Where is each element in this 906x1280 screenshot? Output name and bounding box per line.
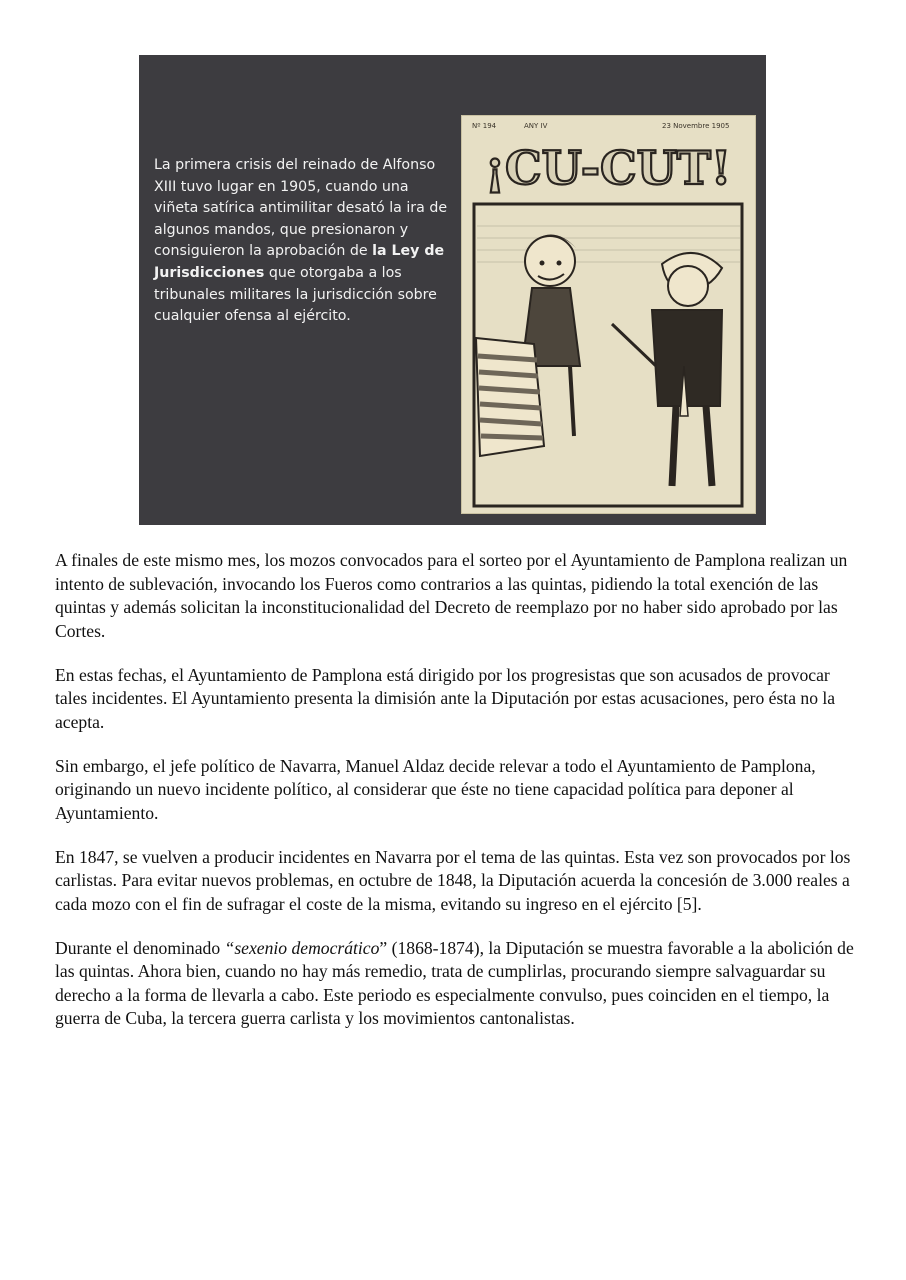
paragraph-5-italic-term: “sexenio democrático: [224, 937, 380, 958]
soldier-figure: [612, 253, 722, 486]
slide-figure: [139, 55, 766, 525]
cartoon-masthead: ¡CU-CUT!: [484, 141, 732, 195]
paragraph-5-end: ” (1868-1874), la Diputación se muestra favorable a la abolición de las quintas. Ahora bien, cuando no hay más remedio, trata de cumplirlas, procurando siempre salvaguardar su derecho a la forma de llevarla a cabo. Este periodo es especialmente convulso, pues coinciden en el tiempo, la guerra de Cuba, la tercera guerra carlista y los movimientos cantonalistas.: [55, 937, 854, 1028]
paragraph-5: [55, 937, 855, 1031]
figure-caption: [154, 155, 454, 328]
body-text: [55, 549, 855, 1051]
paragraph-4: En 1847, se vuelven a producir incidentes en Navarra por el tema de las quintas. Esta vez son provocados por los carlistas. Para evitar nuevos problemas, en octubre de 1848, la Diputación acuerda la concesión de 3.000 reales a cada mozo con el fin de sufragar el coste de la misma, evitando su ingreso en el ejército [5].: [55, 846, 851, 914]
paragraph-2: En estas fechas, el Ayuntamiento de Pamplona está dirigido por los progresistas que son acusados de provocar tales incidentes. El Ayuntamiento presenta la dimisión ante la Diputación por estas acusaciones, pero ésta no la acepta.: [55, 664, 836, 732]
paragraph-3: Sin embargo, el jefe político de Navarra, Manuel Aldaz decide relevar a todo el Ayuntamiento de Pamplona, originando un nuevo incidente político, al considerar que éste no tiene capacidad política para deponer al Ayuntamiento.: [55, 755, 816, 823]
striped-cape: [476, 338, 544, 456]
caption-text-end: que otorgaba a los tribunales militares la jurisdicción sobre cualquier ofensa al ejército.: [154, 264, 437, 325]
paragraph-1: A finales de este mismo mes, los mozos convocados para el sorteo por el Ayuntamiento de Pamplona realizan un intento de sublevación, invocando los Fueros como contrarios a las quintas, pidiendo la total exención de las quintas y además solicitan la inconstitucionalidad del Decreto de reemplazo por no haber sido aprobado por las Cortes.: [55, 550, 848, 641]
caption-text-start: La primera crisis del reinado de Alfonso XIII tuvo lugar en 1905, cuando una viñeta satírica antimilitar desató la ira de algunos mandos, que presionaron y consiguieron la aprobación de: [154, 157, 448, 260]
cartoon-illustration: [462, 116, 755, 513]
satirical-cartoon: [461, 115, 756, 514]
cartoon-date: 23 Novembre 1905: [662, 122, 730, 130]
caption-bold-law: la Ley de Jurisdicciones: [154, 243, 445, 281]
paragraph-5-start: Durante el denominado: [55, 937, 225, 958]
cartoon-issue-number: Nº 194: [472, 122, 497, 130]
cartoon-year: ANY IV: [524, 122, 548, 130]
